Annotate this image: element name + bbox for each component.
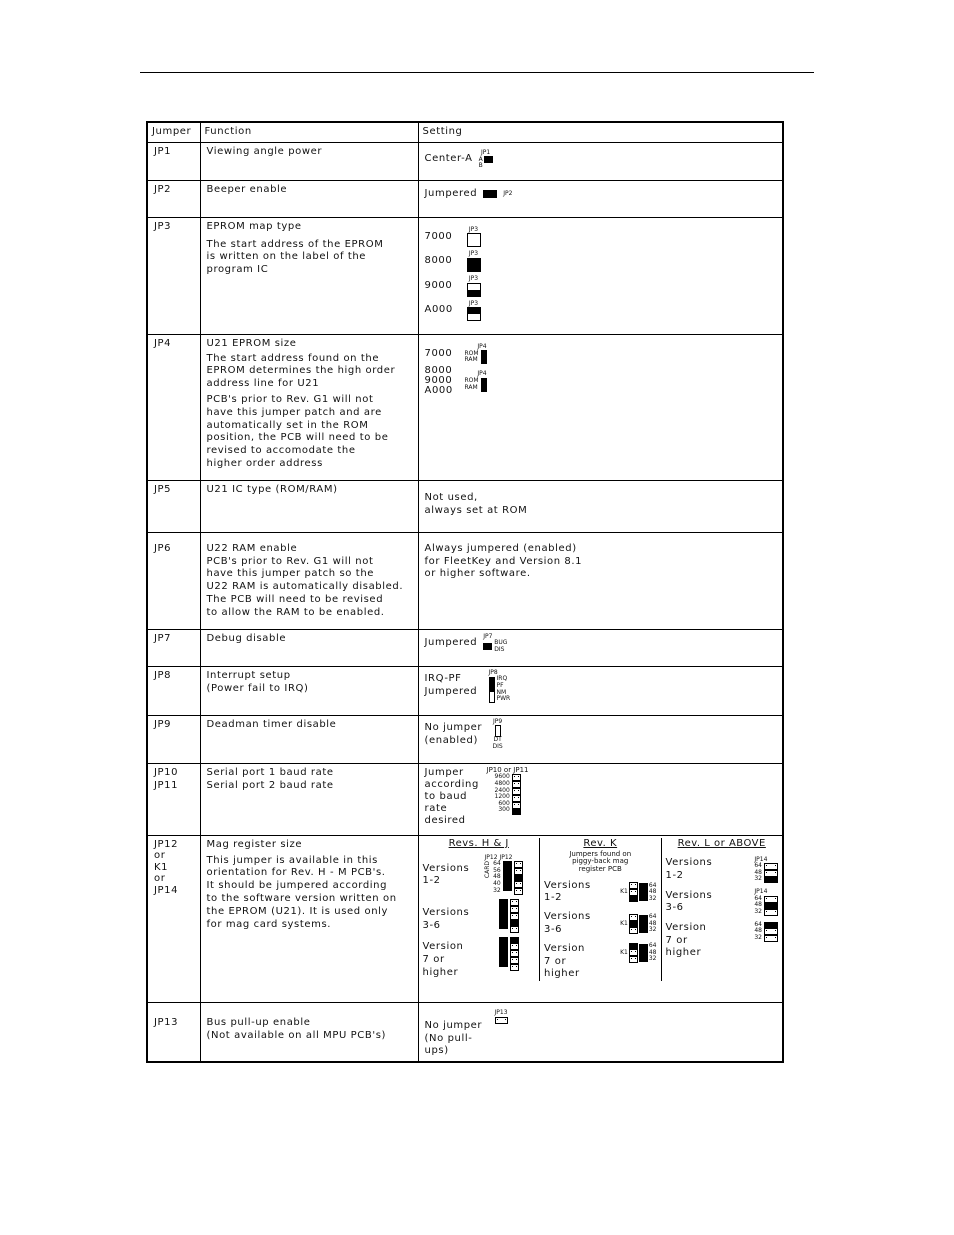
table-row-jp7 <box>147 629 783 666</box>
option-value: 8000 <box>424 255 453 267</box>
setting-text: Jumper according to baud rate desired <box>424 766 479 826</box>
jumper-off-icon <box>495 1017 508 1024</box>
jumper-tag: JP8 <box>488 668 498 676</box>
option-value: 7000 <box>424 230 453 242</box>
table-row-jp1 <box>147 142 783 180</box>
jumper-on-icon <box>467 258 481 272</box>
jumper-tag: K1 <box>620 888 628 896</box>
size-label: 48 <box>754 901 762 909</box>
function-cell: Bus pull-up enable (Not available on all MPU PCB's) <box>200 1002 418 1062</box>
size-label: 32 <box>754 875 762 883</box>
function-title: U22 RAM enable <box>206 542 298 554</box>
jumper-tag: JP1 <box>481 148 491 156</box>
function-note: The start address of the EPROM is written on the label of the program IC <box>206 238 384 276</box>
pin-label: IRQ <box>496 675 508 683</box>
rev-h-j-column <box>419 838 540 981</box>
size-label: 64 <box>754 894 762 902</box>
function-cell <box>200 217 418 334</box>
function-title: U21 EPROM size <box>206 337 297 349</box>
version-label: Versions 1-2 <box>544 879 591 904</box>
jumper-tag: JP12 <box>484 853 498 861</box>
size-label: 40 <box>493 879 501 887</box>
size-label: 48 <box>493 873 501 881</box>
header-function: Function <box>200 122 418 142</box>
setting-cell <box>418 715 783 763</box>
table-row-jp6 <box>147 532 783 629</box>
function-cell: Interrupt setup (Power fail to IRQ) <box>200 666 418 715</box>
function-cell: Viewing angle power <box>200 142 418 180</box>
setting-cell <box>418 1002 783 1062</box>
baud-label: 600 <box>498 799 510 807</box>
jumper-cell: JP5 <box>147 480 200 532</box>
baud-label: 1200 <box>494 793 510 801</box>
jumper-tag: JP14 <box>754 888 768 896</box>
header-jumper: Jumper <box>147 122 200 142</box>
jumper-tag: JP13 <box>494 1008 508 1016</box>
size-label: 32 <box>648 955 657 963</box>
jumper-tag: JP10 or JP11 <box>486 765 529 774</box>
table-row-jp13 <box>147 1002 783 1062</box>
pin-label: DT <box>493 736 502 744</box>
jumper-on-icon <box>489 677 495 691</box>
function-cell: U21 IC type (ROM/RAM) <box>200 480 418 532</box>
pin-label: PWR <box>496 695 511 703</box>
size-label: 48 <box>754 868 762 876</box>
rev-subtitle: Jumpers found on piggy-back mag register PCB <box>569 849 632 873</box>
pin-label: PF <box>496 681 504 689</box>
table-row-jp8 <box>147 666 783 715</box>
setting-cell <box>418 763 783 835</box>
jumper-cell: JP4 <box>147 334 200 480</box>
jumper-on-icon <box>483 643 492 650</box>
jumper-tag: JP7 <box>483 632 493 640</box>
jumper-cell: JP12 or K1 or JP14 <box>147 835 200 1002</box>
table-row-jp10-jp11 <box>147 763 783 835</box>
size-label: 32 <box>493 886 501 894</box>
size-label: 32 <box>648 894 657 902</box>
jumper-tag: JP4 <box>477 370 487 378</box>
pin-label: NM <box>496 688 507 696</box>
pin-label: B <box>478 162 483 170</box>
baud-label: 4800 <box>494 780 510 788</box>
size-label: 32 <box>754 934 762 942</box>
function-cell <box>200 334 418 480</box>
jumper-tag: K1 <box>620 919 628 927</box>
jumper-cell: JP1 <box>147 142 200 180</box>
setting-cell <box>418 217 783 334</box>
option-value: A000 <box>424 304 453 316</box>
function-cell: Serial port 1 baud rate Serial port 2 baud rate <box>200 763 418 835</box>
jumper-tag: K1 <box>620 948 628 956</box>
size-label: 64 <box>648 913 657 921</box>
version-label: Versions 3-6 <box>665 889 713 914</box>
function-note-2: PCB's prior to Rev. G1 will not have this jumper patch and are automatically set in the ROM position, the PCB will need to be revised to accomodate the higher order address <box>206 393 389 469</box>
size-label: 64 <box>493 860 501 868</box>
rom-label: ROM <box>464 349 479 357</box>
jumper-on-icon <box>481 350 487 364</box>
jumper-off-icon <box>467 233 481 247</box>
jumper-tag: JP2 <box>503 189 513 197</box>
function-note: PCB's prior to Rev. G1 will not have this jumper patch so the U22 RAM is automatically disabled. The PCB will need to be revised to allow the RAM to be enabled. <box>206 555 404 618</box>
ram-label: RAM <box>464 356 478 364</box>
version-label: Version 7 or higher <box>665 921 707 959</box>
version-label: Versions 3-6 <box>422 907 470 931</box>
setting-cell: Always jumpered (enabled) for FleetKey and Version 8.1 or higher software. <box>418 532 783 629</box>
rev-l-column <box>661 838 783 981</box>
size-label: 32 <box>754 908 762 916</box>
header-setting: Setting <box>418 122 783 142</box>
jumper-table <box>146 121 784 1063</box>
jumper-on-icon <box>483 190 497 198</box>
setting-text: Center-A <box>424 153 473 165</box>
pin-label: DIS <box>494 645 505 653</box>
option-value: 7000 <box>424 347 453 359</box>
setting-text: Jumpered <box>424 187 478 199</box>
setting-cell: Not used, always set at ROM <box>418 480 783 532</box>
jumper-tag: JP3 <box>468 274 479 282</box>
jumper-tag: JP3 <box>468 250 479 258</box>
jumper-cell: JP7 <box>147 629 200 666</box>
table-row-jp5 <box>147 480 783 532</box>
option-value: 8000 9000 A000 <box>424 365 453 397</box>
jumper-cell: JP9 <box>147 715 200 763</box>
setting-cell <box>418 666 783 715</box>
jumper-tag: JP4 <box>477 342 487 350</box>
table-row-jp3 <box>147 217 783 334</box>
function-cell <box>200 532 418 629</box>
jumper-diagram <box>479 150 493 170</box>
jumper-tag: JP3 <box>468 299 479 307</box>
setting-cell <box>418 142 783 180</box>
jumper-cell: JP6 <box>147 532 200 629</box>
jumper-tag: JP14 <box>754 855 768 863</box>
version-label: Version 7 or higher <box>422 941 464 978</box>
table-row-jp4 <box>147 334 783 480</box>
setting-text: IRQ-PF Jumpered <box>424 673 478 698</box>
pin-label: DIS <box>492 742 503 750</box>
jumper-tag: JP3 <box>468 225 479 233</box>
rom-label: ROM <box>464 377 479 385</box>
function-cell <box>200 835 418 1002</box>
table-row-jp2 <box>147 180 783 217</box>
size-label: 48 <box>648 948 657 956</box>
jumper-cell: JP2 <box>147 180 200 217</box>
table-header-row <box>147 122 783 142</box>
ram-label: RAM <box>464 383 478 391</box>
jumper-on-icon <box>484 156 493 163</box>
function-note: This jumper is available in this orientation for Rev. H - M PCB's. It should be jumpered according to the software version written on the EPROM (U21). It is used only for mag card systems. <box>206 854 397 930</box>
function-note: The start address found on the EPROM determines the high order address line for U21 <box>206 352 396 390</box>
jumper-on-icon <box>467 307 481 314</box>
card-label: CARD <box>483 861 491 879</box>
version-label: Versions 1-2 <box>665 857 713 881</box>
function-cell: Beeper enable <box>200 180 418 217</box>
rev-title: Rev. K <box>583 837 618 849</box>
rev-title: Rev. L or ABOVE <box>677 837 766 849</box>
table-row-jp9 <box>147 715 783 763</box>
jumper-on-icon <box>481 378 487 392</box>
option-value: 9000 <box>424 279 453 291</box>
size-label: 64 <box>648 941 657 949</box>
size-label: 48 <box>648 888 657 896</box>
jumper-cell: JP10 JP11 <box>147 763 200 835</box>
size-label: 48 <box>754 927 762 935</box>
size-label: 64 <box>648 881 657 889</box>
baud-label: 9600 <box>494 773 510 781</box>
size-label: 56 <box>493 866 501 874</box>
baud-label: 300 <box>498 806 510 814</box>
function-cell: Debug disable <box>200 629 418 666</box>
setting-cell <box>418 180 783 217</box>
pin-label: A <box>478 155 483 163</box>
size-label: 48 <box>648 919 657 927</box>
setting-cell <box>418 835 783 1002</box>
jumper-cell: JP3 <box>147 217 200 334</box>
rev-k-column <box>539 838 661 981</box>
jumper-tag: JP12 <box>499 853 513 861</box>
function-cell: Deadman timer disable <box>200 715 418 763</box>
jumper-tag: JP9 <box>492 717 503 725</box>
header-rule <box>140 72 814 73</box>
jumper-cell: JP8 <box>147 666 200 715</box>
function-title: EPROM map type <box>206 220 302 232</box>
size-label: 64 <box>754 920 762 928</box>
function-title: Mag register size <box>206 838 303 850</box>
baud-label: 2400 <box>494 786 510 794</box>
version-label: Version 7 or higher <box>544 942 585 980</box>
setting-cell <box>418 629 783 666</box>
setting-text: No jumper (enabled) <box>424 721 483 746</box>
table-row-jp12-k1-jp14 <box>147 835 783 1002</box>
size-label: 32 <box>648 926 657 934</box>
version-label: Versions 1-2 <box>422 862 470 887</box>
setting-text: Jumpered <box>424 637 478 649</box>
pin-label: BUG <box>494 639 508 647</box>
jumper-on-icon <box>512 809 521 815</box>
setting-cell <box>418 334 783 480</box>
version-label: Versions 3-6 <box>544 911 591 936</box>
size-label: 64 <box>754 862 762 870</box>
jumper-cell: JP13 <box>147 1002 200 1062</box>
rev-title: Revs. H & J <box>448 837 509 849</box>
setting-text: No jumper (No pull-ups) <box>424 1019 483 1057</box>
jumper-on-icon <box>467 290 481 297</box>
